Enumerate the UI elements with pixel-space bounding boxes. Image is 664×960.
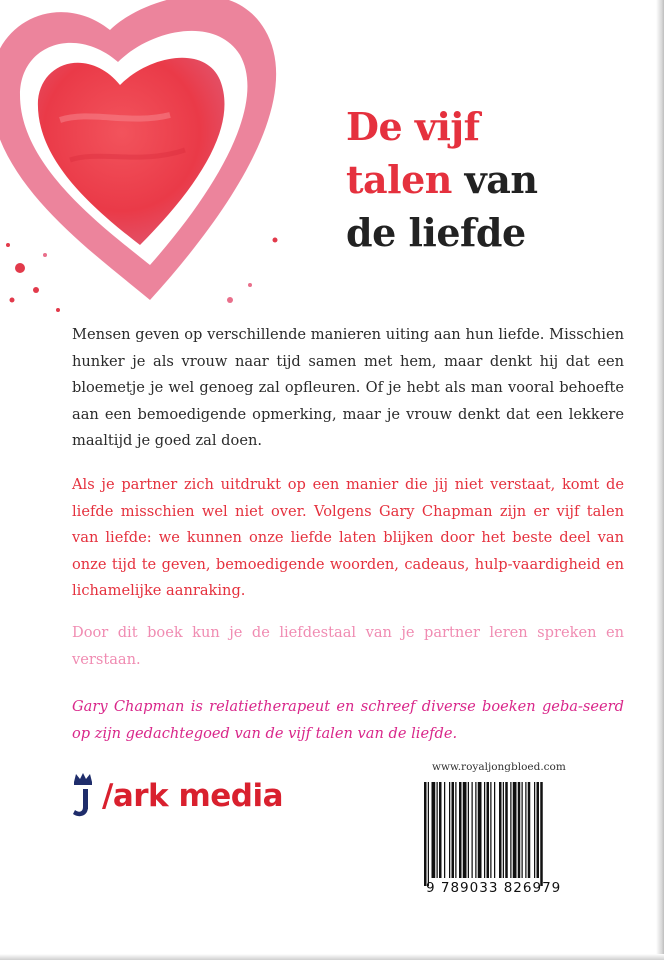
paragraph-intro: Mensen geven op verschillende manieren uiting aan hun liefde. Misschien hunker je als vrouw naar tijd samen met hem, maar denkt hij dat een bloemetje je wel genoeg zal opfleuren. Of je hebt als man vooral behoefte aan een bemoedigende opmerking, maar je vrouw denkt dat een lekkere maaltijd je goed zal doen. bbox=[72, 326, 624, 449]
title-word-van: van bbox=[451, 157, 538, 202]
page-edge-shadow bbox=[656, 0, 664, 960]
isbn-number: 9 789033 826979 bbox=[426, 880, 562, 896]
publisher-name: /ark media bbox=[102, 778, 283, 814]
title-line-1: De vijf bbox=[346, 104, 480, 149]
page-bottom-shadow bbox=[0, 954, 664, 960]
paragraph-five-languages: Als je partner zich uitdrukt op een manier die jij niet verstaat, komt de liefde misschien wel niet over. Volgens Gary Chapman zijn er vijf talen van liefde: we kunnen onze liefde laten blijken door het beste deel van onze tijd te geven, bemoedigende woorden, cadeaus, hulp-vaardigheid en lichamelijke aanraking. bbox=[72, 476, 624, 599]
crown-j-icon bbox=[70, 772, 96, 820]
book-title bbox=[346, 100, 646, 259]
title-word-talen: talen bbox=[346, 157, 452, 202]
title-line-3: de liefde bbox=[346, 210, 526, 255]
paragraph-author-bio: Gary Chapman is relatietherapeut en schreef diverse boeken geba-seerd op zijn gedachtegoed van de vijf talen van de liefde. bbox=[72, 698, 624, 742]
paragraph-book-purpose: Door dit boek kun je de liefdestaal van je partner leren spreken en verstaan. bbox=[72, 624, 624, 668]
watercolor-heart-illustration bbox=[0, 0, 300, 330]
publisher-logo bbox=[70, 772, 290, 824]
publisher-website: www.royaljongbloed.com bbox=[432, 761, 566, 773]
